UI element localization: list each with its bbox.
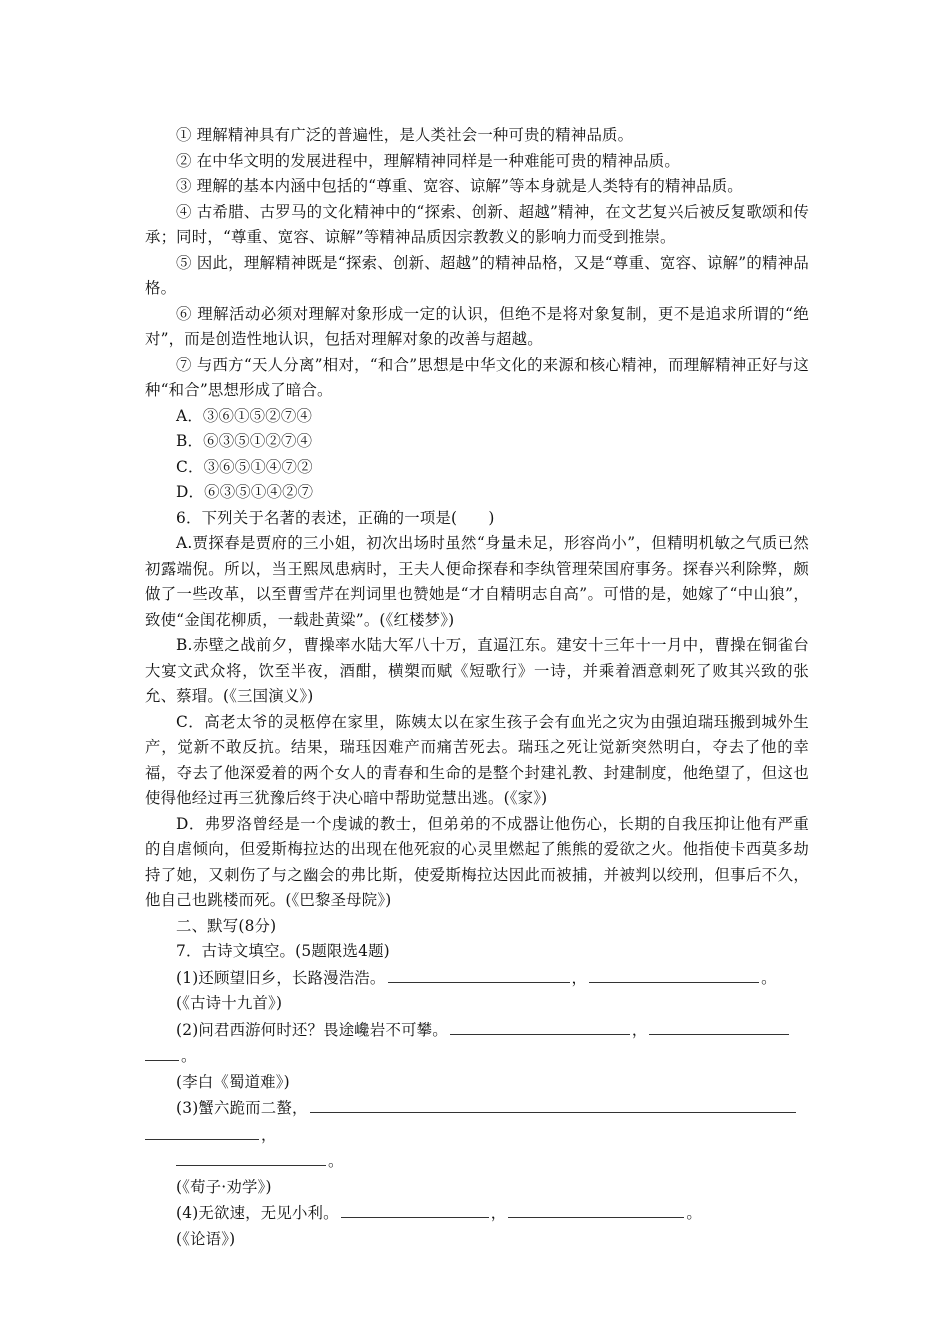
q6-option-d: D．弗罗洛曾经是一个虔诚的教士，但弟弟的不成器让他伤心，长期的自我压抑让他有严重的自虐倾向，但爱斯梅拉达的出现在他死寂的心灵里燃起了熊熊的爱欲之火。他指使卡西莫多劫持了她，又刺伤了与之幽会的弗比斯，使爱斯梅拉达因此而被捕，并被判以绞刑，但事后不久，他自己也跳楼而死。(《巴黎圣母院》): [145, 814, 809, 909]
answer-blank[interactable]: [450, 1017, 630, 1035]
q7-part-3-text: (3)蟹六跪而二螯，: [176, 1099, 308, 1117]
q7-part-3-cont: [145, 1122, 809, 1149]
sentence-2: ② 在中华文明的发展进程中，理解精神同样是一种难能可贵的精神品质。: [176, 151, 680, 170]
section-heading: 二、默写(8分): [176, 916, 277, 935]
sentence-7: ⑦ 与西方“天人分离”相对，“和合”思想是中华文化的来源和核心精神，而理解精神正好与这种“和合”思想形成了暗合。: [145, 355, 809, 399]
q7-part-4-source: (《论语》): [176, 1229, 236, 1248]
document-page: [145, 123, 809, 1252]
answer-blank[interactable]: [145, 1043, 179, 1061]
q7-stem: 7．古诗文填空。(5题限选4题): [176, 942, 390, 960]
punct-comma: ，: [261, 1125, 277, 1144]
q7-part-3-cont2: [145, 1148, 809, 1175]
sentence-3: ③ 理解的基本内涵中包括的“尊重、宽容、谅解”等本身就是人类特有的精神品质。: [176, 177, 743, 195]
sentence-1: ① 理解精神具有广泛的普遍性，是人类社会一种可贵的精神品质。: [176, 126, 634, 144]
q7-part-1-text: (1)还顾望旧乡，长路漫浩浩。: [176, 968, 386, 987]
q6-option-b: B.赤壁之战前夕，曹操率水陆大军八十万，直逼江东。建安十三年十一月中，曹操在铜雀台大宴文武众将，饮至半夜，酒酣，横槊而赋《短歌行》一诗，并乘着酒意刺死了败其兴致的张允、蔡瑁。(《三国演义》): [145, 636, 809, 705]
q7-part-3: [145, 1095, 809, 1122]
answer-blank[interactable]: [341, 1200, 489, 1218]
q5-option-b: B．⑥③⑤①②⑦④: [176, 432, 313, 450]
q6-stem: 6．下列关于名著的表述，正确的一项是( ): [176, 508, 495, 527]
q5-option-a: A．③⑥①⑤②⑦④: [176, 406, 313, 425]
answer-blank[interactable]: [508, 1200, 684, 1218]
q5-option-d: D．⑥③⑤①④②⑦: [176, 483, 314, 501]
punct-period: 。: [686, 1204, 702, 1222]
punct-period: 。: [181, 1047, 197, 1065]
punct-comma: ，: [571, 968, 588, 987]
q7-part-2-cont: [145, 1043, 809, 1070]
q7-part-4-text: (4)无欲速，无见小利。: [176, 1204, 339, 1222]
q7-part-3-source: (《荀子·劝学》): [176, 1177, 272, 1196]
q5-option-c: C．③⑥⑤①④⑦②: [176, 457, 313, 476]
answer-blank[interactable]: [589, 965, 759, 983]
punct-period: 。: [761, 968, 777, 987]
q7-part-2-text: (2)问君西游何时还？畏途巉岩不可攀。: [176, 1020, 448, 1039]
punct-period: 。: [328, 1152, 344, 1170]
answer-blank[interactable]: [310, 1095, 796, 1113]
q6-option-c: C．高老太爷的灵柩停在家里，陈姨太以在家生孩子会有血光之灾为由强迫瑞珏搬到城外生产，觉新不敢反抗。结果，瑞珏因难产而痛苦死去。瑞珏之死让觉新突然明白，夺去了他的幸福，夺去了他深爱着的两个女人的青春和生命的是整个封建礼教、封建制度，他绝望了，但这也使得他经过再三犹豫后终于决心暗中帮助觉慧出逃。(《家》): [145, 712, 809, 807]
punct-comma: ，: [490, 1204, 507, 1222]
q6-option-a: A.贾探春是贾府的三小姐，初次出场时虽然“身量未足，形容尚小”，但精明机敏之气质已然初露端倪。所以，当王熙凤患病时，王夫人便命探春和李纨管理荣国府事务。探春兴利除弊，颇做了一些改革，以至曹雪芹在判词里也赞她是“才自精明志自高”。可惜的是，她嫁了“中山狼”，致使“金闺花柳质，一载赴黄粱”。(《红楼梦》): [145, 534, 809, 629]
sentence-5: ⑤ 因此，理解精神既是“探索、创新、超越”的精神品格，又是“尊重、宽容、谅解”的精神品格。: [145, 253, 809, 297]
answer-blank[interactable]: [649, 1017, 789, 1035]
answer-blank[interactable]: [145, 1122, 259, 1140]
sentence-4: ④ 古希腊、古罗马的文化精神中的“探索、创新、超越”精神，在文艺复兴后被反复歌颂和传承；同时，“尊重、宽容、谅解”等精神品质因宗教教义的影响力而受到推崇。: [145, 202, 809, 246]
q7-part-1-source: (《古诗十九首》): [176, 994, 283, 1012]
q7-part-2: [145, 1017, 809, 1044]
q7-part-4: [145, 1200, 809, 1227]
sentence-6: ⑥ 理解活动必须对理解对象形成一定的认识，但绝不是将对象复制，更不是追求所谓的“绝对”，而是创造性地认识，包括对理解对象的改善与超越。: [145, 304, 809, 348]
q7-part-1: [145, 965, 809, 992]
answer-blank[interactable]: [176, 1148, 326, 1166]
answer-blank[interactable]: [388, 965, 570, 983]
punct-comma: ，: [631, 1020, 648, 1039]
q7-part-2-source: (李白《蜀道难》): [176, 1072, 290, 1091]
